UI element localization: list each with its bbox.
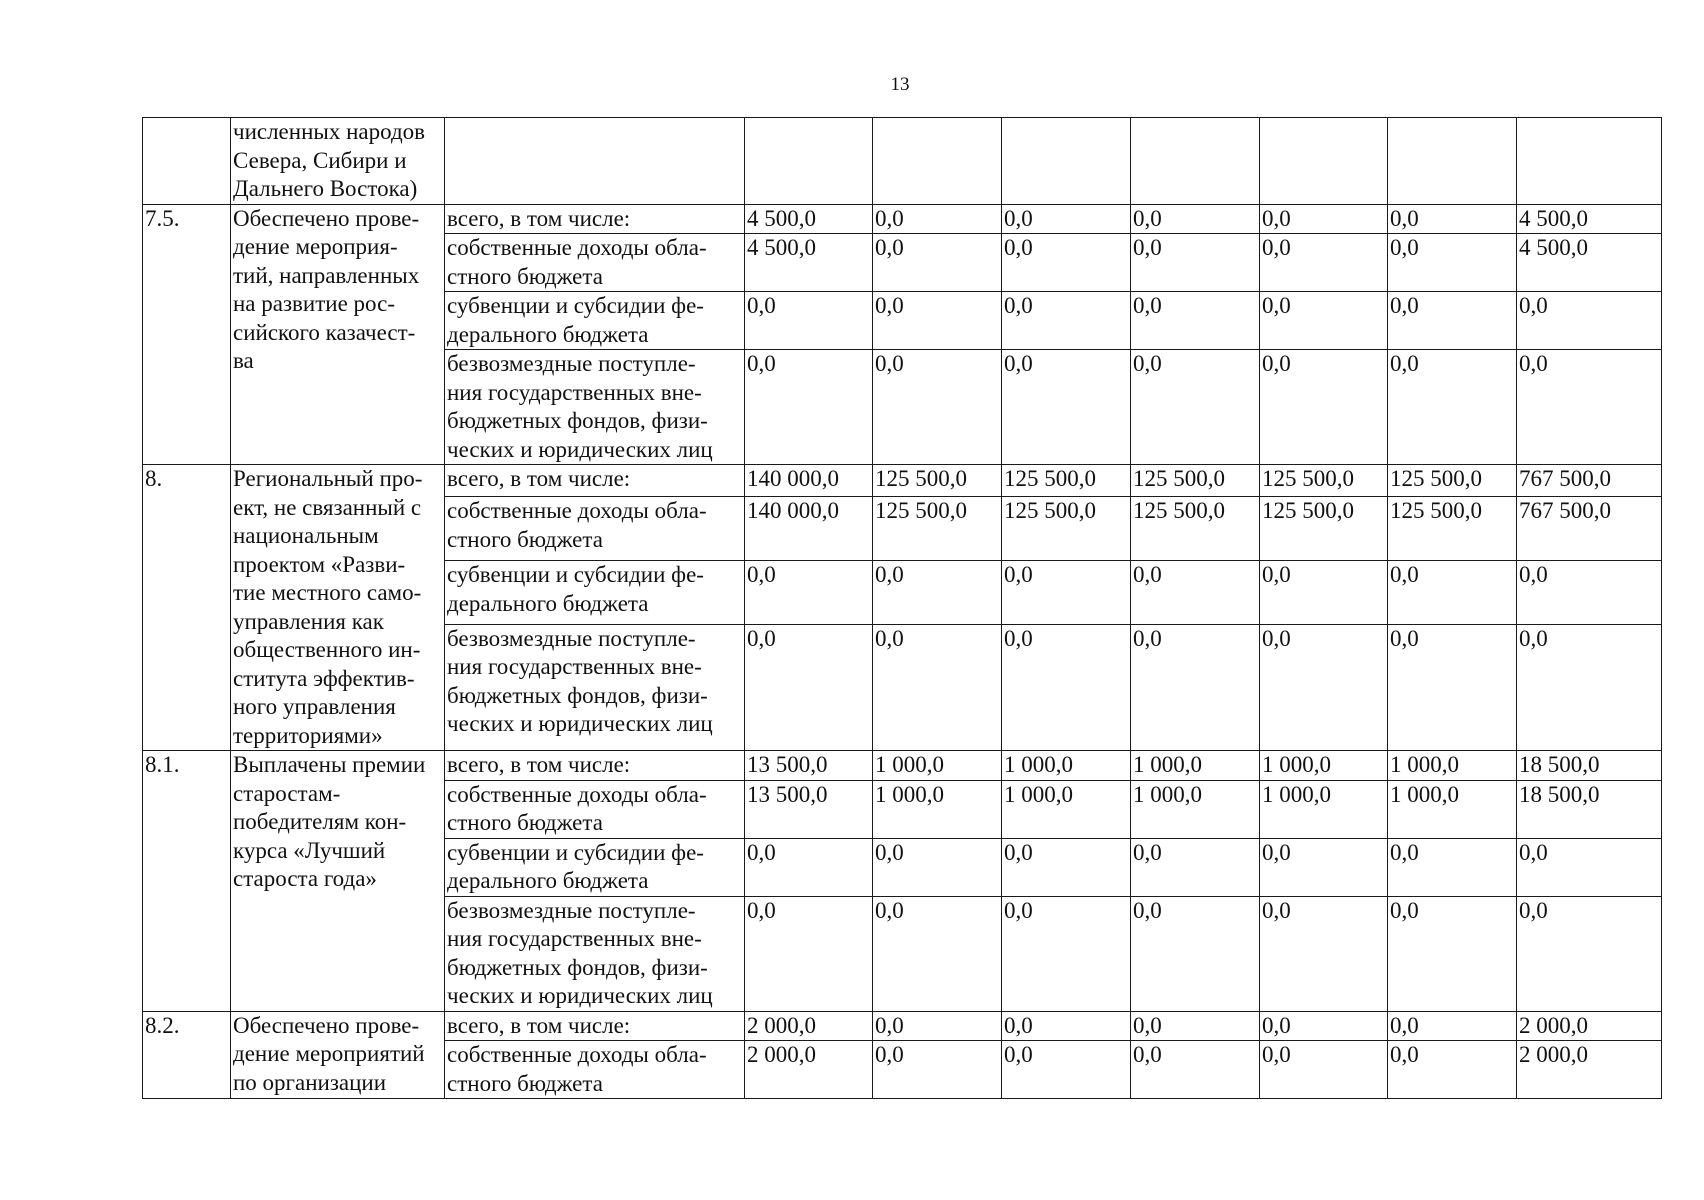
item-title — [231, 204, 445, 465]
cell-line: старостам- — [233, 780, 341, 806]
empty-cell — [445, 118, 745, 205]
item-code-cell — [143, 118, 231, 205]
amount-cell: 1 000,0 — [873, 751, 1002, 781]
item-code: 8.2. — [143, 1011, 231, 1099]
funding-source — [445, 838, 745, 896]
amount-cell: 2 000,0 — [1517, 1011, 1662, 1041]
amount-cell: 0,0 — [1517, 350, 1662, 465]
amount-cell: 0,0 — [1002, 896, 1131, 1011]
amount-cell: 0,0 — [1131, 838, 1260, 896]
amount-cell: 0,0 — [1002, 204, 1131, 234]
amount-cell: 2 000,0 — [1517, 1041, 1662, 1099]
funding-source — [445, 896, 745, 1011]
amount-cell: 0,0 — [1388, 204, 1517, 234]
amount-cell: 1 000,0 — [1131, 751, 1260, 781]
item-code: 8.1. — [143, 751, 231, 1012]
amount-cell: 0,0 — [1517, 561, 1662, 625]
amount-cell: 0,0 — [1002, 561, 1131, 625]
cell-line: тий, направленных — [233, 262, 420, 288]
cell-line: субвенции и субсидии фе- — [447, 293, 704, 318]
cell-line: ного управления — [233, 694, 396, 719]
empty-cell — [745, 118, 873, 205]
cell-line: собственные доходы обла- — [447, 498, 707, 524]
cell-line: ческих и юридических лиц — [447, 436, 713, 462]
amount-cell: 0,0 — [873, 1011, 1002, 1041]
funding-source — [445, 1041, 745, 1099]
funding-source — [445, 497, 745, 561]
cell-line: территориями» — [233, 722, 383, 748]
cell-line: ческих и юридических лиц — [447, 983, 713, 1008]
amount-cell: 0,0 — [873, 350, 1002, 465]
amount-cell: 125 500,0 — [1260, 497, 1388, 561]
cell-line: ния государственных вне- — [447, 379, 702, 405]
cell-line: всего, в том числе: — [447, 1012, 631, 1038]
amount-cell: 1 000,0 — [1002, 751, 1131, 781]
amount-cell: 0,0 — [1388, 896, 1517, 1011]
amount-cell: 0,0 — [1388, 292, 1517, 350]
cell-line: ститута эффектив- — [233, 665, 415, 691]
cell-line: общественного ин- — [233, 637, 421, 662]
cell-line: национальным — [233, 523, 379, 548]
amount-cell: 0,0 — [1131, 292, 1260, 350]
amount-cell: 0,0 — [1131, 561, 1260, 625]
amount-cell: 0,0 — [745, 624, 873, 750]
amount-cell: 0,0 — [745, 292, 873, 350]
amount-cell: 2 000,0 — [745, 1041, 873, 1099]
amount-cell: 18 500,0 — [1517, 751, 1662, 781]
funding-source — [445, 292, 745, 350]
empty-cell — [1131, 118, 1260, 205]
amount-cell: 0,0 — [873, 561, 1002, 625]
amount-cell: 0,0 — [1260, 350, 1388, 465]
amount-cell: 0,0 — [1131, 1041, 1260, 1099]
cell-line: проектом «Разви- — [233, 551, 406, 577]
empty-cell — [1388, 118, 1517, 205]
amount-cell: 2 000,0 — [745, 1011, 873, 1041]
amount-cell: 0,0 — [873, 1041, 1002, 1099]
funding-source — [445, 204, 745, 234]
amount-cell: 0,0 — [1388, 350, 1517, 465]
cell-line: Севера, Сибири и — [233, 147, 407, 173]
amount-cell: 0,0 — [1260, 838, 1388, 896]
amount-cell: 0,0 — [1388, 561, 1517, 625]
amount-cell: 0,0 — [1002, 838, 1131, 896]
amount-cell: 0,0 — [745, 896, 873, 1011]
amount-cell: 4 500,0 — [1517, 204, 1662, 234]
amount-cell: 4 500,0 — [745, 204, 873, 234]
cell-line: стного бюджета — [447, 526, 603, 552]
cell-line: безвозмездные поступле- — [447, 351, 696, 376]
empty-cell — [1517, 118, 1662, 205]
amount-cell: 1 000,0 — [1131, 780, 1260, 838]
empty-cell — [873, 118, 1002, 205]
amount-cell: 0,0 — [1002, 624, 1131, 750]
amount-cell: 4 500,0 — [745, 234, 873, 292]
amount-cell: 0,0 — [873, 838, 1002, 896]
amount-cell: 1 000,0 — [1260, 780, 1388, 838]
amount-cell: 140 000,0 — [745, 497, 873, 561]
amount-cell: 0,0 — [1131, 896, 1260, 1011]
funding-source — [445, 624, 745, 750]
amount-cell: 1 000,0 — [1260, 751, 1388, 781]
funding-source — [445, 234, 745, 292]
amount-cell: 0,0 — [873, 896, 1002, 1011]
cell-line: Обеспечено прове- — [233, 205, 420, 231]
budget-table — [142, 117, 1662, 1099]
amount-cell: 0,0 — [1388, 1011, 1517, 1041]
cell-line: по организации — [233, 1069, 387, 1095]
cell-line: стного бюджета — [447, 1070, 603, 1096]
funding-source — [445, 350, 745, 465]
cell-line: дерального бюджета — [447, 321, 649, 347]
amount-cell: 0,0 — [1388, 234, 1517, 292]
amount-cell: 0,0 — [1260, 1041, 1388, 1099]
cell-line: безвозмездные поступле- — [447, 897, 696, 923]
cell-line: дерального бюджета — [447, 590, 649, 616]
cell-line: Региональный про- — [233, 466, 423, 491]
cell-line: управления как — [233, 608, 384, 634]
amount-cell: 0,0 — [745, 561, 873, 625]
amount-cell: 0,0 — [1131, 350, 1260, 465]
item-title — [231, 1011, 445, 1099]
amount-cell: 125 500,0 — [873, 465, 1002, 497]
amount-cell: 4 500,0 — [1517, 234, 1662, 292]
cell-line: староста года» — [233, 866, 377, 891]
amount-cell: 0,0 — [1002, 1011, 1131, 1041]
amount-cell: 125 500,0 — [873, 497, 1002, 561]
cell-line: субвенции и субсидии фе- — [447, 839, 704, 865]
amount-cell: 0,0 — [873, 234, 1002, 292]
item-code: 7.5. — [143, 204, 231, 465]
cell-line: дерального бюджета — [447, 868, 649, 893]
page-number: 13 — [890, 74, 910, 95]
amount-cell: 18 500,0 — [1517, 780, 1662, 838]
cell-line: субвенции и субсидии фе- — [447, 562, 704, 588]
amount-cell: 0,0 — [1517, 896, 1662, 1011]
funding-source — [445, 465, 745, 497]
amount-cell: 0,0 — [1260, 896, 1388, 1011]
cell-line: Выплачены премии — [233, 752, 426, 777]
cell-line: ческих и юридических лиц — [447, 711, 713, 737]
cell-line: собственные доходы обла- — [447, 781, 707, 807]
table-row — [143, 751, 1662, 781]
cell-line: собственные доходы обла- — [447, 235, 707, 260]
cell-line: ва — [233, 348, 254, 373]
item-code: 8. — [143, 465, 231, 751]
amount-cell: 125 500,0 — [1002, 465, 1131, 497]
empty-cell — [1260, 118, 1388, 205]
cell-line: дение мероприятий — [233, 1041, 425, 1066]
cell-line: дение мероприя- — [233, 234, 398, 259]
cell-line: всего, в том числе: — [447, 752, 631, 777]
amount-cell: 13 500,0 — [745, 751, 873, 781]
amount-cell: 0,0 — [1388, 1041, 1517, 1099]
amount-cell: 0,0 — [1002, 292, 1131, 350]
amount-cell: 0,0 — [745, 350, 873, 465]
empty-cell — [1002, 118, 1131, 205]
amount-cell: 1 000,0 — [1388, 780, 1517, 838]
cell-line: Дальнего Востока) — [233, 176, 418, 201]
funding-source — [445, 780, 745, 838]
amount-cell: 0,0 — [1131, 624, 1260, 750]
amount-cell: 0,0 — [1517, 838, 1662, 896]
cell-line: сийского казачест- — [233, 319, 416, 345]
amount-cell: 767 500,0 — [1517, 465, 1662, 497]
cell-line: на развитие рос- — [233, 291, 395, 316]
funding-source — [445, 751, 745, 781]
amount-cell: 125 500,0 — [1260, 465, 1388, 497]
cell-line: Обеспечено прове- — [233, 1012, 420, 1038]
amount-cell: 0,0 — [873, 292, 1002, 350]
amount-cell: 13 500,0 — [745, 780, 873, 838]
amount-cell: 0,0 — [1260, 292, 1388, 350]
amount-cell: 0,0 — [1388, 838, 1517, 896]
amount-cell: 140 000,0 — [745, 465, 873, 497]
amount-cell: 125 500,0 — [1131, 465, 1260, 497]
cell-line: бюджетных фондов, физи- — [447, 408, 708, 433]
cell-line: всего, в том числе: — [447, 205, 631, 231]
cell-line: численных народов — [233, 119, 426, 144]
budget-body — [143, 118, 1662, 1099]
cell-line: ния государственных вне- — [447, 654, 702, 680]
table-row — [143, 465, 1662, 497]
continuation-row — [143, 118, 1662, 205]
amount-cell: 0,0 — [1131, 204, 1260, 234]
cell-line: стного бюджета — [447, 263, 603, 289]
item-title-cell — [231, 118, 445, 205]
amount-cell: 0,0 — [1260, 1011, 1388, 1041]
cell-line: ния государственных вне- — [447, 926, 702, 951]
cell-line: собственные доходы обла- — [447, 1042, 707, 1067]
amount-cell: 0,0 — [873, 624, 1002, 750]
cell-line: тие местного само- — [233, 580, 422, 605]
funding-source — [445, 1011, 745, 1041]
amount-cell: 0,0 — [745, 838, 873, 896]
amount-cell: 0,0 — [1260, 624, 1388, 750]
amount-cell: 0,0 — [1002, 234, 1131, 292]
amount-cell: 0,0 — [1002, 350, 1131, 465]
cell-line: бюджетных фондов, физи- — [447, 682, 708, 708]
amount-cell: 0,0 — [1131, 234, 1260, 292]
cell-line: безвозмездные поступле- — [447, 625, 696, 651]
cell-line: победителям кон- — [233, 809, 407, 834]
cell-line: всего, в том числе: — [447, 466, 631, 491]
table-row — [143, 204, 1662, 234]
amount-cell: 0,0 — [1002, 1041, 1131, 1099]
cell-line: ект, не связанный с — [233, 494, 422, 520]
amount-cell: 125 500,0 — [1131, 497, 1260, 561]
cell-line: курса «Лучший — [233, 837, 386, 863]
amount-cell: 0,0 — [1131, 1011, 1260, 1041]
funding-source — [445, 561, 745, 625]
amount-cell: 125 500,0 — [1388, 465, 1517, 497]
amount-cell: 1 000,0 — [1388, 751, 1517, 781]
item-title — [231, 751, 445, 1012]
amount-cell: 0,0 — [1517, 292, 1662, 350]
amount-cell: 0,0 — [1517, 624, 1662, 750]
amount-cell: 0,0 — [1388, 624, 1517, 750]
amount-cell: 0,0 — [1260, 204, 1388, 234]
amount-cell: 0,0 — [873, 204, 1002, 234]
amount-cell: 125 500,0 — [1002, 497, 1131, 561]
amount-cell: 125 500,0 — [1388, 497, 1517, 561]
amount-cell: 767 500,0 — [1517, 497, 1662, 561]
amount-cell: 1 000,0 — [873, 780, 1002, 838]
amount-cell: 1 000,0 — [1002, 780, 1131, 838]
cell-line: бюджетных фондов, физи- — [447, 954, 708, 980]
amount-cell: 0,0 — [1260, 561, 1388, 625]
cell-line: стного бюджета — [447, 810, 603, 835]
table-row — [143, 1011, 1662, 1041]
item-title — [231, 465, 445, 751]
amount-cell: 0,0 — [1260, 234, 1388, 292]
